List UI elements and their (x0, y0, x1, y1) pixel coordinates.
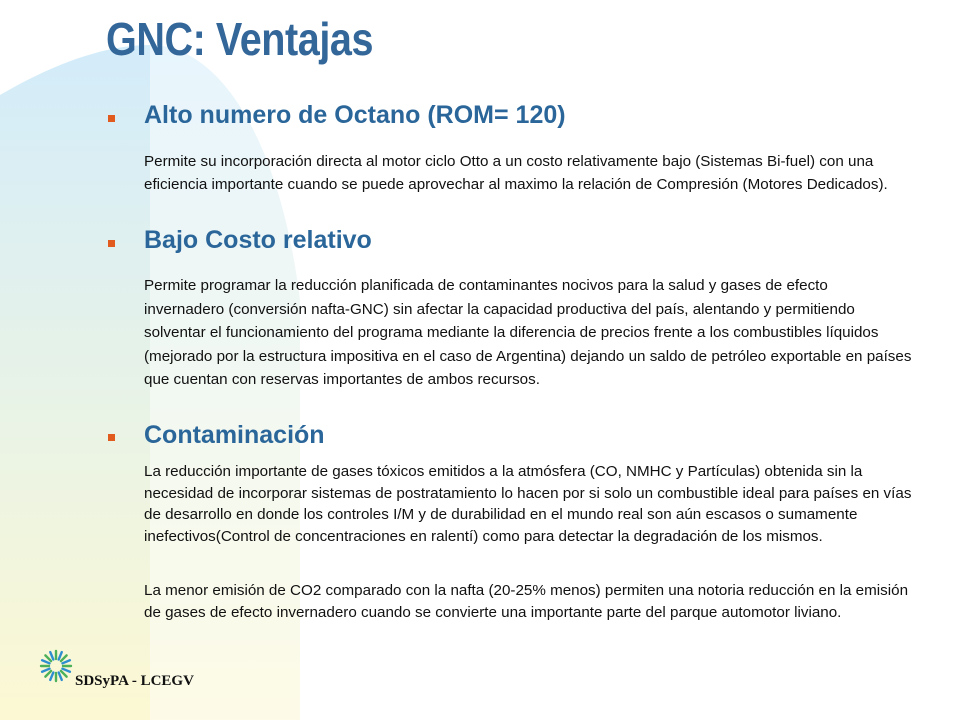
section-heading-octane: Alto numero de Octano (ROM= 120) (144, 101, 566, 129)
section-paragraph-pollution-1: La reducción importante de gases tóxicos emitidos a la atmósfera (CO, NMHC y Partículas) obtenida sin la necesidad de incorporar sistemas de postratamiento lo hacen por si solo un combustible ideal para países en vías de desarrollo en donde los controles I/M y de durabilidad en el mundo real son aún escasos o sumamente inefectivos(Control de concentraciones en ralentí) como para detectar la degradación de los mismos. (144, 463, 912, 545)
square-bullet-icon (108, 115, 115, 122)
section-heading-cost: Bajo Costo relativo (144, 226, 372, 254)
section-heading-pollution: Contaminación (144, 421, 325, 449)
square-bullet-icon (108, 240, 115, 247)
slide-title: GNC: Ventajas (106, 13, 374, 65)
section-paragraph-octane: Permite su incorporación directa al motor ciclo Otto a un costo relativamente bajo (Sistemas Bi-fuel) con una eficiencia importante cuando se puede aprovechar al maximo la relación de Compresión (Motores Dedicados). (144, 153, 888, 193)
section-paragraph-cost: Permite programar la reducción planificada de contaminantes nocivos para la salud y gases de efecto invernadero (conversión nafta-GNC) sin afectar la capacidad productiva del país, alentando y permitiendo solventar el funcionamiento del programa mediante la diferencia de precios frente a los combustibles líquidos (mejorado por la estructura impositiva en el caso de Argentina) dejando un saldo de petróleo exportable en países que cuentan con reservas importantes de ambos recursos. (144, 277, 912, 388)
sunburst-logo-icon (38, 646, 74, 690)
footer-credit: SDSyPA - LCEGV (75, 673, 194, 689)
section-paragraph-pollution-2: La menor emisión de CO2 comparado con la nafta (20-25% menos) permiten una notoria reducción en la emisión de gases de efecto invernadero cuando se convierte una importante parte del parque automotor liviano. (144, 582, 909, 621)
square-bullet-icon (108, 434, 115, 441)
